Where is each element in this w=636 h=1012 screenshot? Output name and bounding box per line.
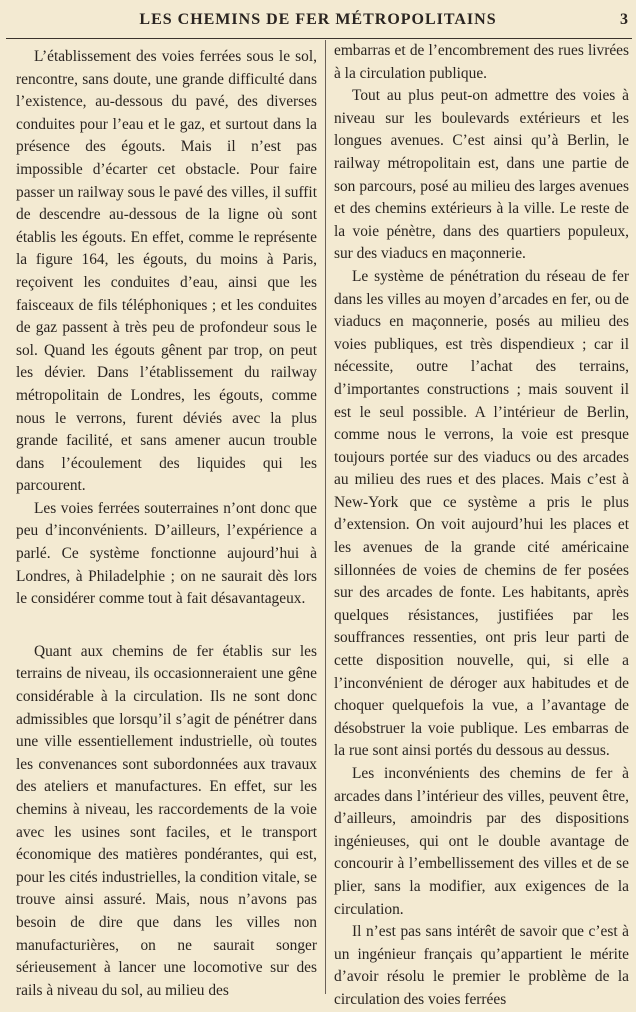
paragraph: Quant aux chemins de fer établis sur les terrains de niveau, ils occasionneraient une gêne considérable à la circulation. Ils ne sont donc admissibles que lorsqu’il s’agit de pénétrer dans une ville essentiellement industrielle, où toutes les convenances sont subordonnées aux travaux des ateliers et manufactures. En effet, sur les chemins à niveau, les raccordements de la voie avec les usines sont faciles, et le transport économique des matières pondérantes, qui est, pour les cités industrielles, la condition vitale, se trouve ainsi assuré. Mais, nous n’avons pas besoin de dire que dans les villes non manufacturières, on ne saurait songer sérieusement à lancer une locomotive sur des rails à niveau du sol, au milieu des (16, 642, 317, 999)
paragraph: Tout au plus peut-on admettre des voies à niveau sur les boulevards extérieurs et les longues avenues. C’est ainsi qu’à Berlin, le railway métropolitain est, dans une partie de son parcours, posé au milieu des larges avenues et des chemins extérieurs à la ville. Le reste de la voie pénètre, dans des quartiers populeux, sur des viaducs en maçonnerie. (334, 87, 629, 263)
column-divider (325, 40, 326, 994)
running-title: LES CHEMINS DE FER MÉTROPOLITAINS (139, 11, 497, 28)
paragraph-continuation: embarras et de l’encombrement des rues livrées à la circulation publique. (334, 42, 629, 82)
paragraph: L’établissement des voies ferrées sous le sol, rencontre, sans doute, une grande difficulté dans l’existence, au-dessous du pavé, des diverses conduites pour l’eau et le gaz, et surtout dans la présence des égouts. Mais il n’est pas impossible d’écarter cet obstacle. Pour faire passer un railway sous le pavé des villes, il suffit de descendre au-dessous de la ligne où sont établis les égouts. En effet, comme le représente la figure 164, les égouts, du moins à Paris, reçoivent les conduites d’eau, ainsi que les faisceaux de fils téléphoniques ; et les conduites de gaz passent à très peu de profondeur sous le sol. Quand les égouts gênent par trop, on peut les dévier. Dans l’établissement du railway métropolitain de Londres, les égouts, comme nous le verrons, furent déviés avec la plus grande facilité, et sans amener aucun trouble dans l’écoulement des liquides qui les parcourent. (16, 48, 317, 495)
paragraph: Il n’est pas sans intérêt de savoir que c’est à un ingénieur français qu’appartient le mérite d’avoir résolu le premier le problème de la circulation des voies ferrées (334, 923, 629, 1008)
page-header (0, 0, 636, 40)
header-rule (6, 38, 632, 39)
paragraph: Les inconvénients des chemins de fer à arcades dans l’intérieur des villes, peuvent être, d’ailleurs, amoindris par des dispositions ingénieuses, qui ont le double avantage de concourir à l’embellissement des villes et de se plier, sans la modifier, aux exigences de la circulation. (334, 765, 629, 918)
page-number: 3 (620, 11, 628, 28)
left-column (16, 46, 317, 1002)
paragraph: Les voies ferrées souterraines n’ont donc que peu d’inconvénients. D’ailleurs, l’expérience a parlé. Ce système fonctionne aujourd’hui à Londres, à Philadelphie ; on ne saurait dès lors le considérer comme tout à fait désavantageux. (16, 499, 317, 608)
paragraph: Le système de pénétration du réseau de fer dans les villes au moyen d’arcades en fer, ou de viaducs en maçonnerie, posés au milieu des voies publiques, est très dispendieux ; car il nécessite, outre l’achat des terrains, d’importantes constructions ; mais souvent il est le seul possible. A l’intérieur de Berlin, comme nous le verrons, la voie est presque toujours portée sur des viaducs ou des arcades au milieu des rues et des places. Mais c’est à New-York que ce système a pris le plus d’extension. On voit aujourd’hui les places et les avenues de la grande cité américaine sillonnées de voies de chemins de fer posées sur des arcades de fonte. Les habitants, après quelques résistances, justifiées par les souffrances ressenties, ont pris leur parti de cette disposition nouvelle, qui, si elle a l’inconvénient de déroger aux habitudes et de choquer quelquefois la vue, a l’avantage de désobstruer la voie publique. Les embarras de la rue sont ainsi portés du dessous au dessus. (334, 267, 629, 760)
right-column (334, 40, 629, 1012)
